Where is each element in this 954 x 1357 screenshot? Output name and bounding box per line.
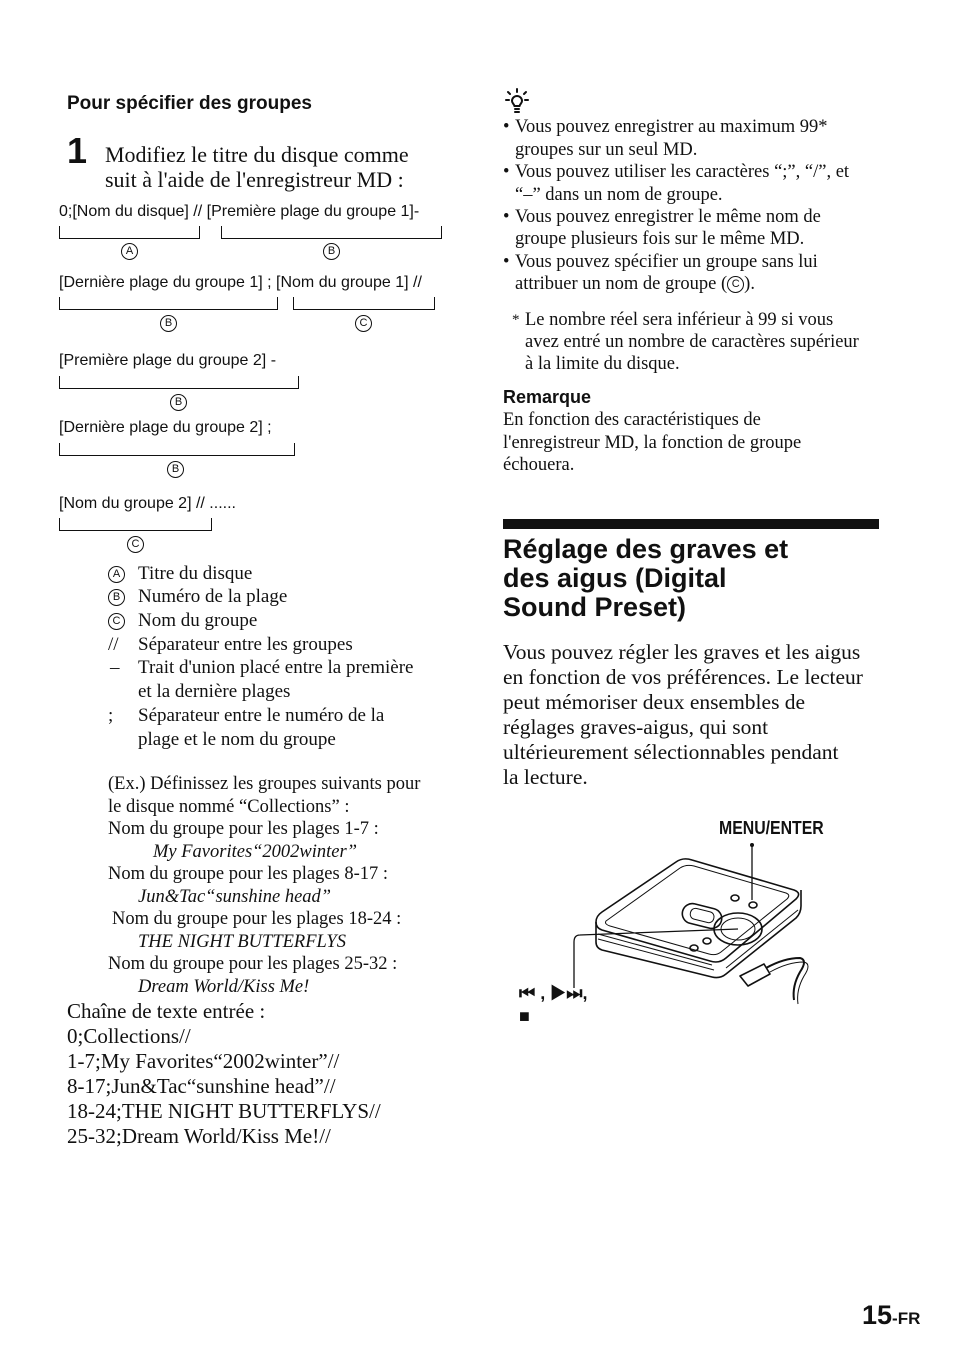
bullet: • bbox=[503, 252, 510, 272]
body-line: peut mémoriser deux ensembles de bbox=[503, 690, 806, 714]
legend-text: plage et le nom du groupe bbox=[138, 729, 336, 750]
step-text-line-2: suit à l'aide de l'enregistreur MD : bbox=[105, 167, 404, 192]
example-intro: le disque nommé “Collections” : bbox=[108, 797, 350, 817]
example-group-name: My Favorites“2002winter” bbox=[153, 842, 358, 862]
chain-line: 18-24;THE NIGHT BUTTERFLYS// bbox=[67, 1099, 381, 1123]
md-player-illustration bbox=[560, 840, 820, 1010]
remark-text: En fonction des caractéristiques de bbox=[503, 410, 761, 430]
marker-b-icon: B bbox=[167, 461, 184, 478]
page-number-value: 15 bbox=[862, 1300, 893, 1330]
marker-b-icon: B bbox=[323, 243, 340, 260]
body-line: en fonction de vos préférences. Le lecteur bbox=[503, 665, 863, 689]
step-text-line-1: Modifiez le titre du disque comme bbox=[105, 142, 409, 167]
example-group-name: Jun&Tac“sunshine head” bbox=[138, 887, 332, 907]
body-line: Vous pouvez régler les graves et les aigus bbox=[503, 640, 861, 664]
bracket-b bbox=[59, 376, 299, 389]
diagram-row-5: [Nom du groupe 2] // ...... bbox=[59, 495, 236, 512]
transport-controls-label: ⏮ , ▶⏭, bbox=[519, 983, 588, 1003]
legend-mark: ; bbox=[108, 705, 114, 726]
marker-c-icon: C bbox=[127, 536, 144, 553]
lightbulb-icon bbox=[505, 88, 529, 114]
diagram-row-4: [Dernière plage du groupe 2] ; bbox=[59, 419, 272, 436]
body-line: réglages graves-aigus, qui sont bbox=[503, 715, 769, 739]
legend-mark-c-icon: C bbox=[108, 613, 125, 630]
tip-text-tail: ). bbox=[744, 274, 755, 294]
example-group-label: Nom du groupe pour les plages 1-7 : bbox=[108, 819, 379, 839]
diagram-row-3: [Première plage du groupe 2] - bbox=[59, 352, 277, 369]
chain-line: 25-32;Dream World/Kiss Me!// bbox=[67, 1124, 331, 1148]
footnote-text: Le nombre réel sera inférieur à 99 si vous bbox=[525, 310, 834, 330]
subheading: Pour spécifier des groupes bbox=[67, 93, 312, 114]
tip-text: Vous pouvez enregistrer au maximum 99* bbox=[515, 117, 828, 137]
remark-title: Remarque bbox=[503, 387, 592, 407]
footnote-mark: * bbox=[512, 312, 520, 328]
chain-line: 1-7;My Favorites“2002winter”// bbox=[67, 1049, 340, 1073]
remark-text: échouera. bbox=[503, 455, 575, 475]
tip-text: Vous pouvez spécifier un groupe sans lui bbox=[515, 252, 818, 272]
tip-text: Vous pouvez enregistrer le même nom de bbox=[515, 207, 821, 227]
legend-mark-a-icon: A bbox=[108, 566, 125, 583]
body-line: la lecture. bbox=[503, 765, 588, 789]
tip-text: groupes sur un seul MD. bbox=[515, 140, 698, 160]
remark-text: l'enregistreur MD, la fonction de groupe bbox=[503, 433, 802, 453]
bracket-b bbox=[221, 226, 442, 239]
body-line: ultérieurement sélectionnables pendant bbox=[503, 740, 839, 764]
tip-text: “–” dans un nom de groupe. bbox=[515, 185, 723, 205]
marker-b-icon: B bbox=[170, 394, 187, 411]
bracket-a bbox=[59, 226, 200, 239]
chain-line: Chaîne de texte entrée : bbox=[67, 999, 266, 1023]
step-number: 1 bbox=[67, 130, 88, 171]
legend-mark: // bbox=[108, 634, 119, 655]
marker-c-icon: C bbox=[355, 315, 372, 332]
diagram-row-1: 0;[Nom du disque] // [Première plage du groupe 1]- bbox=[59, 203, 420, 220]
chain-line: 8-17;Jun&Tac“sunshine head”// bbox=[67, 1074, 336, 1098]
legend-text: et la dernière plages bbox=[138, 681, 291, 702]
chain-line: 0;Collections// bbox=[67, 1024, 191, 1048]
section-rule bbox=[503, 519, 879, 529]
stop-icon: ■ bbox=[519, 1006, 530, 1026]
bracket-b bbox=[59, 297, 278, 310]
diagram-row-2: [Dernière plage du groupe 1] ; [Nom du groupe 1] // bbox=[59, 274, 422, 291]
bullet: • bbox=[503, 207, 510, 227]
tip-text: Vous pouvez utiliser les caractères “;”, “/”, et bbox=[515, 162, 850, 182]
section-title: des aigus (Digital bbox=[503, 563, 727, 593]
example-group-label: Nom du groupe pour les plages 25-32 : bbox=[108, 954, 398, 974]
example-intro: (Ex.) Définissez les groupes suivants pour bbox=[108, 774, 421, 794]
legend-text: Séparateur entre les groupes bbox=[138, 634, 353, 655]
example-group-label: Nom du groupe pour les plages 18-24 : bbox=[112, 909, 402, 929]
menu-enter-label: MENU/ENTER bbox=[719, 818, 824, 838]
marker-a-icon: A bbox=[121, 243, 138, 260]
footnote-text: à la limite du disque. bbox=[525, 354, 680, 374]
legend-text: Trait d'union placé entre la première bbox=[138, 657, 414, 678]
bracket-c bbox=[59, 518, 212, 531]
tip-text: groupe plusieurs fois sur le même MD. bbox=[515, 229, 805, 249]
bullet: • bbox=[503, 117, 510, 137]
legend-text: Numéro de la plage bbox=[138, 586, 288, 607]
marker-b-icon: B bbox=[160, 315, 177, 332]
legend-mark-b-icon: B bbox=[108, 589, 125, 606]
section-title: Sound Preset) bbox=[503, 592, 687, 622]
bracket-b bbox=[59, 443, 295, 456]
section-title: Réglage des graves et bbox=[503, 534, 789, 564]
bracket-c bbox=[293, 297, 435, 310]
marker-c-icon: C bbox=[727, 276, 744, 293]
tip-text-line bbox=[515, 274, 755, 295]
example-group-name: THE NIGHT BUTTERFLYS bbox=[138, 932, 346, 952]
example-group-name: Dream World/Kiss Me! bbox=[138, 977, 310, 997]
legend-text: Titre du disque bbox=[138, 563, 253, 584]
bullet: • bbox=[503, 162, 510, 182]
legend-text: Nom du groupe bbox=[138, 610, 258, 631]
example-group-label: Nom du groupe pour les plages 8-17 : bbox=[108, 864, 389, 884]
legend-text: Séparateur entre le numéro de la bbox=[138, 705, 385, 726]
footnote-text: avez entré un nombre de caractères supérieur bbox=[525, 332, 859, 352]
page-number bbox=[862, 1300, 920, 1331]
legend-mark: – bbox=[110, 657, 120, 678]
page-language-suffix: -FR bbox=[892, 1309, 921, 1328]
tip-text: attribuer un nom de groupe ( bbox=[515, 274, 728, 294]
